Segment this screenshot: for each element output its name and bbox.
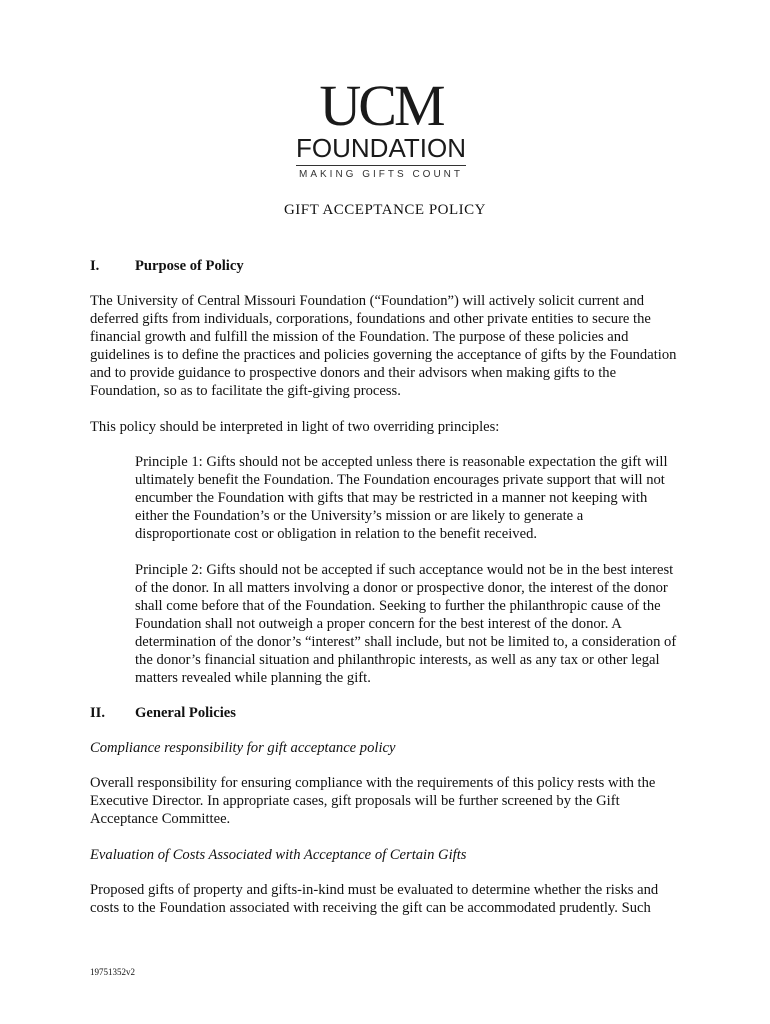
logo-main-text: UCM xyxy=(319,73,443,138)
section-2-heading xyxy=(90,704,680,722)
section-2-paragraph-2: Proposed gifts of property and gifts-in-kind must be evaluated to determine whether the risks and costs to the Foundation associated with receiving the gift can be accommodated prudently. Such xyxy=(90,882,659,916)
document-id-footer: 19751352v2 xyxy=(90,967,135,977)
section-1-title: Purpose of Policy xyxy=(135,258,244,274)
subheading-evaluation: Evaluation of Costs Associated with Acceptance of Certain Gifts xyxy=(90,847,467,863)
principle-1: Principle 1: Gifts should not be accepted unless there is reasonable expectation the gift will ultimately benefit the Foundation. The Foundation encourages private support that will not encumber the Foundation with gifts that may be restricted in a manner not keeping with either the Foundation’s or the University’s mission or are likely to generate a disproportionate cost or obligation in relation to the benefit received. xyxy=(135,454,668,542)
section-1-paragraph-1: The University of Central Missouri Foundation (“Foundation”) will actively solicit current and deferred gifts from individuals, corporations, foundations and other private entities to secure the financial growth and fulfill the mission of the Foundation. The purpose of these policies and guidelines is to define the practices and policies governing the acceptance of gifts by the Foundation and to provide guidance to prospective donors and their advisors when making gifts to the Foundation, so as to facilitate the gift-giving process. xyxy=(90,293,677,399)
section-1-number: I. xyxy=(90,258,100,274)
section-2-paragraph-1: Overall responsibility for ensuring compliance with the requirements of this policy rests with the Executive Director. In appropriate cases, gift proposals will be further screened by the Gift Acceptance Committee. xyxy=(90,775,656,827)
ucm-foundation-logo xyxy=(286,73,476,180)
section-2-title: General Policies xyxy=(135,705,236,721)
section-1-heading xyxy=(90,257,680,275)
principle-2: Principle 2: Gifts should not be accepted if such acceptance would not be in the best interest of the donor. In all matters involving a donor or prospective donor, the interest of the donor shall come before that of the Foundation. Seeking to further the philanthropic cause of the Foundation shall not outweigh a proper concern for the best interest of the donor. A determination of the donor’s “interest” shall include, but not be limited to, a consideration of the donor’s financial situation and philanthropic interests, as well as any tax or other legal matters revealed while planning the gift. xyxy=(135,562,677,686)
section-2-number: II. xyxy=(90,705,106,721)
logo-divider xyxy=(296,165,466,166)
logo-tagline: MAKING GIFTS COUNT xyxy=(299,169,463,180)
document-title: GIFT ACCEPTANCE POLICY xyxy=(283,202,487,218)
logo-sub-text: FOUNDATION xyxy=(296,133,466,163)
section-1-paragraph-2: This policy should be interpreted in light of two overriding principles: xyxy=(90,419,500,435)
subheading-compliance: Compliance responsibility for gift acceptance policy xyxy=(90,740,396,756)
